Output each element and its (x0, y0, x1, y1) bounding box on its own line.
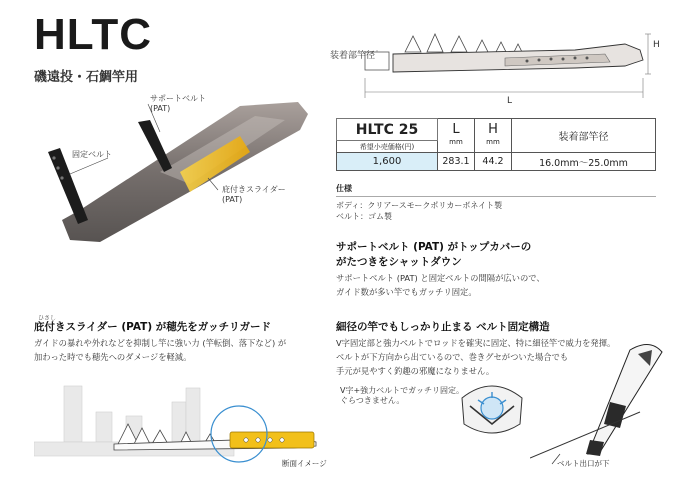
callout-fixed-belt: 固定ベルト (72, 150, 112, 159)
h-value: 44.2 (475, 153, 512, 171)
belt-exit-label: ベルト出口が下 (557, 459, 610, 468)
v-fix-illustration (452, 378, 532, 448)
feature3-callout-1: V字+強力ベルトでガッチリ固定。 (340, 386, 465, 395)
diameter-header: 装着部竿径 (512, 119, 656, 153)
feature3-heading: 細径の竿でもしっかり止まる ベルト固定構造 (336, 321, 550, 333)
price-value: 1,600 (337, 153, 438, 171)
product-subtitle: 磯遠投・石鯛竿用 (34, 70, 139, 85)
specs-body: ボディ：クリアースモークポリカーボネイト製 (336, 201, 503, 210)
feature1-heading-2: がたつきをシャットダウン (336, 256, 462, 268)
feature1-text-1: サポートベルト (PAT) と固定ベルトの間隔が広いので、 (336, 273, 545, 283)
feature3-text-3: 手元が見やすく釣趣の邪魔になりません。 (336, 366, 495, 376)
specs-divider (336, 196, 656, 197)
product-photo (40, 92, 320, 252)
belt-illustration (530, 332, 680, 472)
dimension-diagram (355, 14, 685, 110)
feature2-ruby: ひさし (38, 315, 57, 322)
feature1-heading-1: サポートベルト (PAT) がトップカバーの (336, 241, 532, 253)
specs-belt: ベルト：ゴム製 (336, 212, 392, 221)
length-label: L (507, 96, 513, 106)
callout-support-belt: サポートベルト (PAT) (150, 94, 206, 113)
price-label: 希望小売価格(円) (337, 141, 438, 153)
l-value: 283.1 (438, 153, 475, 171)
diameter-label: 装着部竿径 (330, 51, 376, 61)
l-header: L mm (438, 119, 475, 153)
cross-section-caption: 断面イメージ (282, 459, 327, 468)
feature2-heading: 庇付きスライダー (PAT) が穂先をガッチリガード (34, 321, 271, 333)
spec-table (336, 118, 656, 171)
feature3-text-2: ベルトが下方向から出ているので、巻きグセがついた場合でも (336, 352, 569, 362)
height-label: H (653, 40, 660, 50)
feature3-callout-2: ぐらつきません。 (340, 396, 405, 405)
feature3-text-1: V字固定部と強力ベルトでロッドを確実に固定、特に細径竿で威力を発揮。 (336, 338, 616, 348)
feature1-text-2: ガイド数が多い竿でもガッチリ固定。 (336, 287, 477, 297)
diameter-value: 16.0mm〜25.0mm (512, 153, 656, 171)
feature2-text-1: ガイドの暴れや外れなどを抑制し竿に強い力 (竿転倒、落下など) が (34, 338, 287, 348)
product-title: HLTC (34, 10, 153, 59)
feature2-text-2: 加わった時でも穂先へのダメージを軽減。 (34, 352, 192, 362)
h-header: H mm (475, 119, 512, 153)
specs-heading: 仕様 (336, 184, 352, 193)
model-cell: HLTC 25 (337, 119, 438, 141)
callout-slider: 庇付きスライダー (PAT) (222, 185, 286, 204)
